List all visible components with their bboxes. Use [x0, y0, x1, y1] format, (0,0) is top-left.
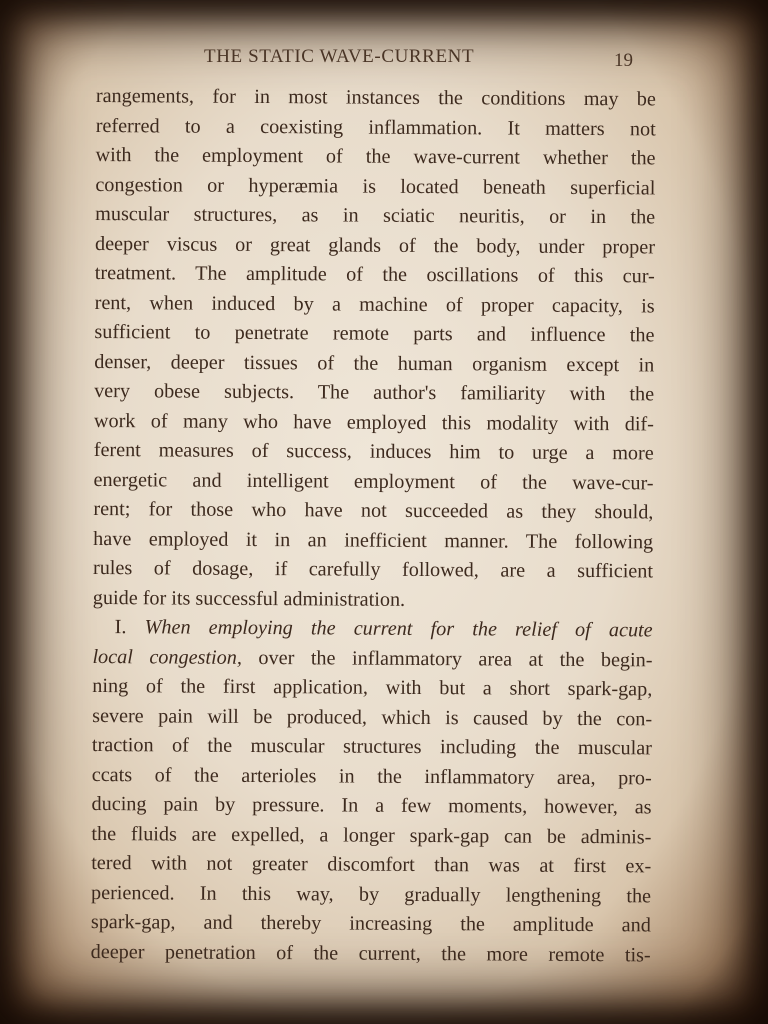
text-line: ccats of the arterioles in the inflammatory area, pro- — [91, 763, 652, 789]
text-line: congestion or hyperæmia is located beneath superficial — [95, 173, 656, 199]
text-line: sufficient to penetrate remote parts and influence the — [94, 320, 655, 347]
rule-numeral: I. — [114, 616, 127, 639]
text-line: rent; for those who have not succeeded as they should, — [93, 497, 654, 524]
rule-italic-text: When employing the current for the relief of acute — [144, 616, 653, 642]
text-line: deeper viscus or great glands of the body, under proper — [94, 232, 656, 258]
text-line: ducing pain by pressure. In a few moments, however, as — [91, 792, 652, 819]
text-line: tered with not greater discomfort than was at first ex- — [91, 851, 652, 878]
text-line: rent, when induced by a machine of proper capacity, is — [94, 291, 655, 317]
text-line: rangements, for in most instances the conditions may be — [95, 84, 656, 111]
rule-1-first-line — [93, 613, 653, 646]
text-line: referred to a coexisting inflammation. It matters not — [95, 114, 656, 140]
page-header — [0, 44, 768, 74]
text-line: ferent measures of success, induces him to urge a more — [93, 438, 654, 465]
text-line: work of many who have employed this modality with dif- — [93, 409, 654, 435]
running-head: THE STATIC WAVE-CURRENT — [204, 46, 475, 67]
text-line: severe pain will be produced, which is caused by the con- — [92, 704, 653, 730]
text-line: have employed it in an inefficient manner. The following — [93, 527, 654, 553]
text-line: energetic and intelligent employment of the wave-cur- — [93, 468, 654, 494]
text-line: guide for its successful administration. — [92, 586, 406, 611]
text-line: ning of the first application, with but a short spark-gap, — [92, 674, 653, 701]
body-text — [91, 82, 656, 970]
text-line: the fluids are expelled, a longer spark-gap can be adminis- — [91, 822, 652, 848]
page-number: 19 — [614, 50, 633, 71]
text-line: traction of the muscular structures including the muscular — [91, 733, 653, 760]
rule-italic-text: local congestion, — [92, 645, 242, 669]
text-line: spark-gap, and thereby increasing the amplitude and — [90, 910, 651, 937]
text-line: perienced. In this way, by gradually lengthening the — [90, 881, 652, 907]
text-line: treatment. The amplitude of the oscillations of this cur- — [94, 261, 655, 288]
text-line: with the employment of the wave-current whether the — [95, 143, 656, 170]
text-line: deeper penetration of the current, the more remote tis- — [90, 940, 651, 966]
text-line: rules of dosage, if carefully followed, are a sufficient — [92, 556, 654, 583]
text-line: muscular structures, as in sciatic neuritis, or in the — [95, 202, 656, 229]
rule-1-second-line — [92, 642, 652, 675]
rule-text: over the inflammatory area at the begin- — [258, 646, 653, 671]
text-line: very obese subjects. The author's familiarity with the — [94, 379, 655, 406]
text-line: denser, deeper tissues of the human organism except in — [94, 350, 655, 376]
